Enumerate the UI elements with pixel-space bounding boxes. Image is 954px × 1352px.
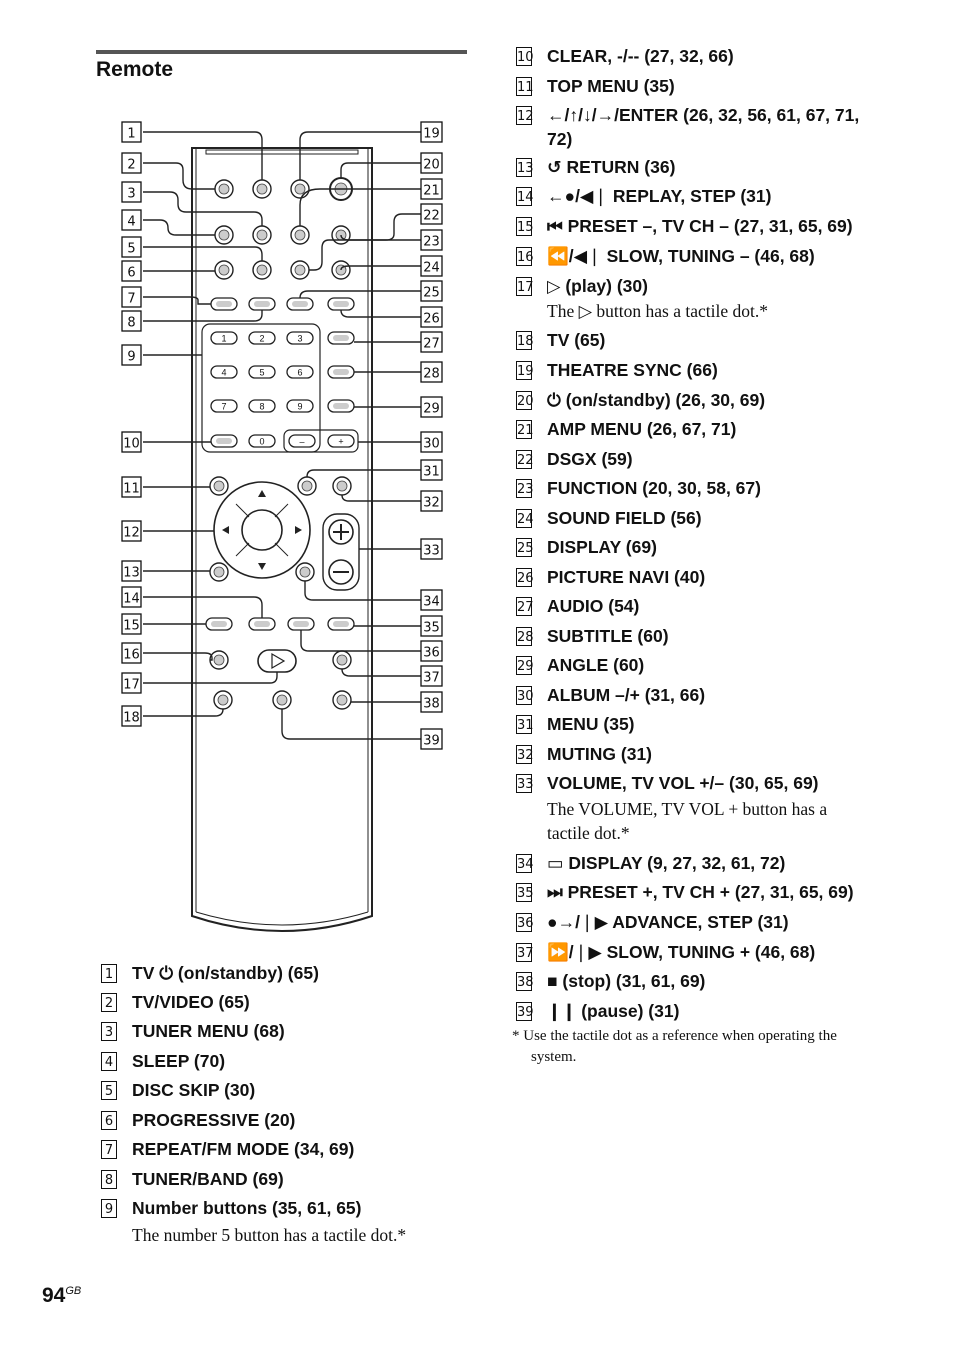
item-number-box: 4 — [101, 1052, 117, 1071]
item-number-box: 29 — [516, 656, 532, 675]
item-number-box: 24 — [516, 509, 532, 528]
keypad-label: + — [338, 436, 344, 447]
page-number — [42, 1284, 81, 1308]
callout-number: 14 — [123, 591, 140, 607]
item-label: SUBTITLE (60) — [547, 626, 669, 646]
callout-number: 36 — [423, 645, 440, 661]
item-label: ALBUM –/+ (31, 66) — [547, 685, 706, 705]
play-button — [258, 650, 296, 672]
item-number-box: 28 — [516, 627, 532, 646]
remote-button-inner — [337, 695, 347, 705]
item-label: AMP MENU (26, 67, 71) — [547, 419, 737, 439]
keypad-label: 0 — [259, 436, 265, 447]
item-number-box: 37 — [516, 943, 532, 962]
item-number-box: 27 — [516, 597, 532, 616]
callout-number: 6 — [127, 265, 136, 281]
callout-number: 21 — [423, 183, 440, 199]
remote-pill-inner — [333, 403, 349, 409]
section-title: Remote — [96, 58, 174, 81]
callout-number: 31 — [423, 464, 440, 480]
item-number-box: 17 — [516, 277, 532, 296]
remote-pill-inner — [333, 621, 349, 627]
item-label: TOP MENU (35) — [547, 76, 675, 96]
callout-number: 9 — [127, 349, 136, 365]
item-number-box: 20 — [516, 391, 532, 410]
item-label: THEATRE SYNC (66) — [547, 360, 718, 380]
callout-number: 18 — [123, 710, 140, 726]
item-number-box: 5 — [101, 1081, 117, 1100]
item-number-box: 7 — [101, 1140, 117, 1159]
remote-button-inner — [214, 481, 224, 491]
keypad-label: 1 — [221, 333, 227, 344]
page-number-suffix: GB — [65, 1285, 82, 1297]
item-number-box: 9 — [101, 1199, 117, 1218]
remote-pill-inner — [333, 369, 349, 375]
callout-number: 13 — [123, 565, 140, 581]
item-number-box: 1 — [101, 964, 117, 983]
item-number-box: 22 — [516, 450, 532, 469]
callout-number: 38 — [423, 696, 440, 712]
note-volume-line-2: tactile dot.* — [547, 823, 630, 843]
item-label: REPEAT/FM MODE (34, 69) — [132, 1139, 355, 1159]
callout-number: 5 — [127, 241, 136, 257]
callout-number: 35 — [423, 620, 440, 636]
callout-number: 39 — [423, 733, 440, 749]
remote-button-inner — [257, 184, 267, 194]
remote-pill-inner — [216, 301, 232, 307]
remote-pill-inner — [216, 438, 232, 444]
remote-pill-inner — [333, 335, 349, 341]
item-number-box: 10 — [516, 47, 532, 66]
item-label: TUNER/BAND (69) — [132, 1169, 284, 1189]
item-number-box: 21 — [516, 420, 532, 439]
callout-number: 12 — [123, 525, 140, 541]
remote-pill-inner — [293, 621, 309, 627]
keypad-label: 2 — [259, 333, 265, 344]
item-label: ⏩/❘▶ SLOW, TUNING + (46, 68) — [547, 942, 816, 962]
callout-number: 25 — [423, 285, 440, 301]
item-number-box: 2 — [101, 993, 117, 1012]
item-label: SLEEP (70) — [132, 1051, 226, 1071]
remote-button-inner — [218, 695, 228, 705]
note-play: The ▷ button has a tactile dot.* — [547, 301, 768, 321]
item-label: Number buttons (35, 61, 65) — [132, 1198, 362, 1218]
callout-number: 23 — [423, 234, 440, 250]
item-number-box: 3 — [101, 1022, 117, 1041]
item-label: ←●/◀❘ REPLAY, STEP (31) — [547, 186, 772, 206]
remote-button-inner — [214, 567, 224, 577]
item-label: ⏪/◀❘ SLOW, TUNING – (46, 68) — [547, 246, 815, 266]
item-number-box: 34 — [516, 854, 532, 873]
callout-number: 27 — [423, 336, 440, 352]
item-label: ▷ (play) (30) — [547, 276, 648, 296]
page-number-value: 94 — [42, 1284, 66, 1307]
item-number-box: 12 — [516, 106, 532, 125]
remote-pill-inner — [254, 621, 270, 627]
item-number-box: 14 — [516, 187, 532, 206]
callout-number: 17 — [123, 677, 140, 693]
remote-pill-inner — [254, 301, 270, 307]
keypad-label: – — [299, 436, 305, 447]
remote-button-inner — [337, 655, 347, 665]
item-number-box: 15 — [516, 217, 532, 236]
keypad-label: 5 — [259, 367, 265, 378]
item-label: ■ (stop) (31, 61, 69) — [547, 971, 706, 991]
item-label: VOLUME, TV VOL +/– (30, 65, 69) — [547, 773, 819, 793]
callout-number: 1 — [127, 126, 136, 142]
callout-number: 32 — [423, 495, 440, 511]
item-label: PICTURE NAVI (40) — [547, 567, 706, 587]
item-label: ⏻ (on/standby) (26, 30, 69) — [547, 390, 766, 410]
callout-number: 10 — [123, 436, 140, 452]
item-number-box: 32 — [516, 745, 532, 764]
item-number-box: 26 — [516, 568, 532, 587]
item-label: ←/↑/↓/→/ENTER (26, 32, 56, 61, 67, 71, — [547, 105, 860, 125]
remote-button-inner — [300, 567, 310, 577]
item-label: DSGX (59) — [547, 449, 633, 469]
item-number-box: 13 — [516, 158, 532, 177]
item-label: ANGLE (60) — [547, 655, 645, 675]
remote-button-inner — [257, 265, 267, 275]
callout-number: 2 — [127, 157, 136, 173]
item-label: ⏮ PRESET –, TV CH – (27, 31, 65, 69) — [547, 216, 853, 236]
remote-button-inner — [219, 265, 229, 275]
callout-number: 28 — [423, 366, 440, 382]
item-label: TV (65) — [547, 330, 606, 350]
item-label: AUDIO (54) — [547, 596, 640, 616]
callout-number: 30 — [423, 436, 440, 452]
keypad-label: 9 — [297, 401, 303, 412]
item-label: FUNCTION (20, 30, 58, 67) — [547, 478, 761, 498]
callout-number: 15 — [123, 618, 140, 634]
remote-button-inner — [337, 481, 347, 491]
item-number-box: 36 — [516, 913, 532, 932]
remote-button-inner — [295, 230, 305, 240]
item-label: SOUND FIELD (56) — [547, 508, 702, 528]
item-label: ▭ DISPLAY (9, 27, 32, 61, 72) — [547, 853, 786, 873]
keypad-label: 7 — [221, 401, 227, 412]
remote-button-inner — [219, 184, 229, 194]
callout-number: 19 — [423, 126, 440, 142]
item-number-box: 6 — [101, 1111, 117, 1130]
item-label: ❙❙ (pause) (31) — [547, 1001, 680, 1021]
callout-number: 8 — [127, 315, 136, 331]
item-label: MUTING (31) — [547, 744, 652, 764]
callout-number: 37 — [423, 670, 440, 686]
remote-button-inner — [295, 265, 305, 275]
item-label: DISC SKIP (30) — [132, 1080, 256, 1100]
item-number-box: 31 — [516, 715, 532, 734]
item-label: DISPLAY (69) — [547, 537, 657, 557]
item-number-box: 38 — [516, 972, 532, 991]
remote-button-inner — [214, 655, 224, 665]
item-label: TV/VIDEO (65) — [132, 992, 250, 1012]
note-number-buttons: The number 5 button has a tactile dot.* — [132, 1225, 407, 1245]
callout-number: 24 — [423, 260, 440, 276]
callout-number: 11 — [123, 481, 140, 497]
item-label: PROGRESSIVE (20) — [132, 1110, 296, 1130]
keypad-label: 3 — [297, 333, 303, 344]
remote-pill-inner — [333, 301, 349, 307]
remote-button-inner — [302, 481, 312, 491]
callout-number: 22 — [423, 208, 440, 224]
callout-number: 26 — [423, 311, 440, 327]
item-number-box: 30 — [516, 686, 532, 705]
item-number-box: 8 — [101, 1170, 117, 1189]
remote-button-inner — [295, 184, 305, 194]
item-label: 72) — [547, 129, 573, 149]
callout-number: 3 — [127, 186, 136, 202]
item-number-box: 33 — [516, 774, 532, 793]
item-number-box: 39 — [516, 1002, 532, 1021]
item-label: TV ⏻ (on/standby) (65) — [132, 963, 319, 983]
keypad-label: 4 — [221, 367, 227, 378]
remote-pill-inner — [292, 301, 308, 307]
remote-button-inner — [219, 230, 229, 240]
callout-number: 4 — [127, 214, 136, 230]
item-number-box: 11 — [516, 77, 532, 96]
item-label: ●→/❘▶ ADVANCE, STEP (31) — [547, 912, 789, 932]
item-label: ⏭ PRESET +, TV CH + (27, 31, 65, 69) — [547, 882, 854, 902]
item-number-box: 25 — [516, 538, 532, 557]
callout-number: 29 — [423, 401, 440, 417]
footnote-line-1: * Use the tactile dot as a reference when operating the — [512, 1028, 837, 1044]
footnote-line-2: system. — [531, 1049, 577, 1065]
item-label: ↺ RETURN (36) — [547, 157, 676, 177]
item-number-box: 35 — [516, 883, 532, 902]
item-label: TUNER MENU (68) — [132, 1021, 285, 1041]
item-number-box: 16 — [516, 247, 532, 266]
callout-number: 20 — [423, 157, 440, 173]
callout-number: 7 — [127, 291, 136, 307]
item-label: CLEAR, -/-- (27, 32, 66) — [547, 46, 734, 66]
note-volume-line-1: The VOLUME, TV VOL + button has a — [547, 799, 828, 819]
remote-pill-inner — [211, 621, 227, 627]
item-number-box: 18 — [516, 331, 532, 350]
keypad-label: 6 — [297, 367, 303, 378]
callout-number: 34 — [423, 594, 440, 610]
item-number-box: 19 — [516, 361, 532, 380]
keypad-label: 8 — [259, 401, 265, 412]
remote-button-inner — [277, 695, 287, 705]
item-number-box: 23 — [516, 479, 532, 498]
callout-number: 16 — [123, 647, 140, 663]
remote-button-inner — [257, 230, 267, 240]
item-label: MENU (35) — [547, 714, 635, 734]
callout-number: 33 — [423, 543, 440, 559]
